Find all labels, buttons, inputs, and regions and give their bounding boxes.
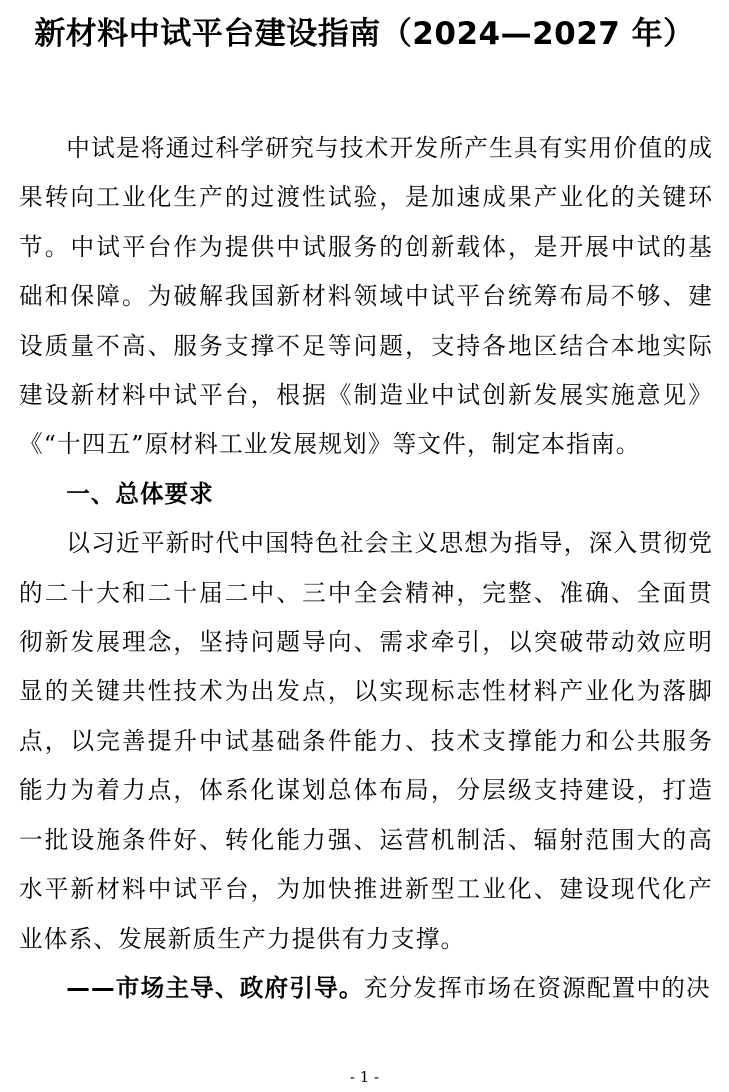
- principle-paragraph: [19, 964, 713, 1013]
- section-paragraph: 以习近平新时代中国特色社会主义思想为指导，深入贯彻党的二十大和二十届二中、三中全会精神，完整、准确、全面贯彻新发展理念，坚持问题导向、需求牵引，以突破带动效应明显的关键共性技术为出发点，以实现标志性材料产业化为落脚点，以完善提升中试基础条件能力、技术支撑能力和公共服务能力为着力点，体系化谋划总体布局，分层级支持建设，打造一批设施条件好、转化能力强、运营机制活、辐射范围大的高水平新材料中试平台，为加快推进新型工业化、建设现代化产业体系、发展新质生产力提供有力支撑。: [19, 529, 713, 953]
- document-title: 新材料中试平台建设指南（2024—2027 年）: [34, 16, 695, 52]
- page-number: - 1 -: [349, 1068, 380, 1086]
- document-body: [19, 124, 713, 1013]
- principle-text: 充分发挥市场在资源配置中的决: [363, 973, 711, 1002]
- intro-paragraph: 中试是将通过科学研究与技术开发所产生具有实用价值的成果转向工业化生产的过渡性试验，是加速成果产业化的关键环节。中试平台作为提供中试服务的创新载体，是开展中试的基础和保障。为破解我国新材料领域中试平台统筹布局不够、建设质量不高、服务支撑不足等问题，支持各地区结合本地实际建设新材料中试平台，根据《制造业中试创新发展实施意见》《“十四五”原材料工业发展规划》等文件，制定本指南。: [19, 134, 713, 459]
- principle-lead: ——市场主导、政府引导。: [66, 973, 364, 1002]
- section-heading: 一、总体要求: [66, 479, 214, 508]
